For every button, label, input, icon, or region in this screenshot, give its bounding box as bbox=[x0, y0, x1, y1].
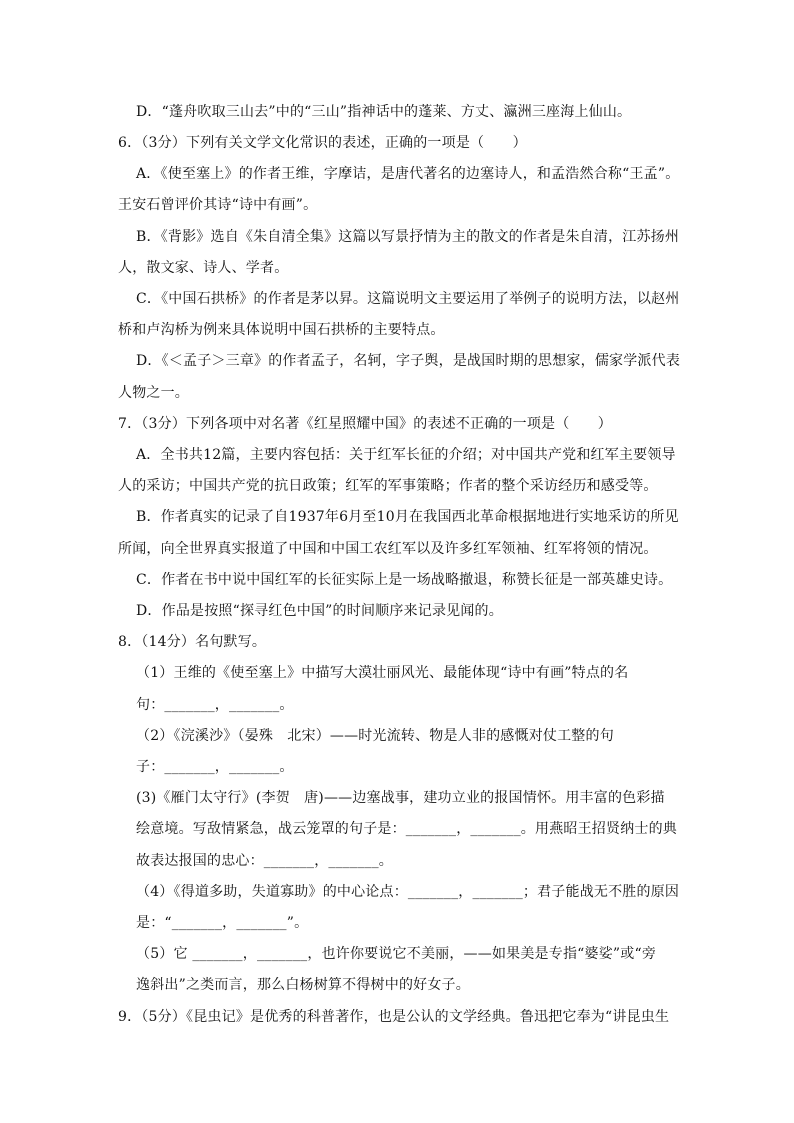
q7-option-d: D．作品是按照“探寻红色中国”的时间顺序来记录见闻的。 bbox=[136, 603, 503, 619]
q5-option-d: D．“蓬舟吹取三山去”中的“三山”指神话中的蓬莱、方丈、瀛洲三座海上仙山。 bbox=[136, 104, 632, 120]
q6-option-c: C．《中国石拱桥》的作者是茅以昇。这篇说明文主要运用了举例子的说明方法，以赵州 bbox=[136, 291, 680, 307]
question-6-stem: 6．（3分）下列有关文学文化常识的表述，正确的一项是（ ） bbox=[118, 135, 527, 151]
q8-item-4: （4）《得道多助，失道寡助》的中心论点：_______，_______；君子能战无不胜的原因 bbox=[136, 884, 680, 900]
q8-item-4-cont: 是：“_______，_______”。 bbox=[136, 915, 309, 931]
q8-item-2: （2）《浣溪沙》（晏殊 北宋）——时光流转、物是人非的感慨对仗工整的句 bbox=[136, 728, 614, 744]
q8-item-1: （1）王维的《使至塞上》中描写大漠壮丽风光、最能体现“诗中有画”特点的名 bbox=[136, 665, 629, 681]
q7-option-c: C．作者在书中说中国红军的长征实际上是一场战略撤退，称赞长征是一部英雄史诗。 bbox=[136, 572, 673, 588]
q6-option-b-cont: 人，散文家、诗人、学者。 bbox=[118, 260, 289, 276]
q7-option-b: B．作者真实的记录了自1937年6月至10月在我国西北革命根据地进行实地采访的所见 bbox=[136, 509, 679, 525]
question-9-stem: 9．（5分）《昆虫记》是优秀的科普著作，也是公认的文学经典。鲁迅把它奉为“讲昆虫生 bbox=[118, 1009, 670, 1025]
q6-option-a-cont: 王安石曾评价其诗“诗中有画”。 bbox=[118, 197, 318, 213]
q7-option-a: A．全书共12篇，主要内容包括：关于红军长征的介绍；对中国共产党和红军主要领导 bbox=[136, 447, 676, 463]
q7-option-a-cont: 人的采访；中国共产党的抗日政策；红军的军事策略；作者的整个采访经历和感受等。 bbox=[118, 478, 658, 494]
q8-item-3-cont-1: 绘意境。写敌情紧急，战云笼罩的句子是：_______，_______。用燕昭王招贤纳士的典 bbox=[136, 821, 677, 837]
question-7-stem: 7．（3分）下列各项中对名著《红星照耀中国》的表述不正确的一项是（ ） bbox=[118, 416, 613, 432]
q7-option-b-cont: 所闻，向全世界真实报道了中国和中国工农红军以及许多红军领袖、红军将领的情况。 bbox=[118, 541, 658, 557]
q6-option-b: B．《背影》选自《朱自清全集》这篇以写景抒情为主的散文的作者是朱自清，江苏扬州 bbox=[136, 229, 680, 245]
q8-item-3-cont-2: 故表达报国的忠心：_______，_______。 bbox=[136, 853, 393, 869]
q8-item-2-cont: 子：_______，_______。 bbox=[136, 759, 294, 775]
q6-option-a: A．《使至塞上》的作者王维，字摩诘，是唐代著名的边塞诗人，和孟浩然合称“王孟”。 bbox=[136, 166, 680, 182]
q6-option-c-cont: 桥和卢沟桥为例来具体说明中国石拱桥的主要特点。 bbox=[118, 322, 445, 338]
q8-item-5: （5）它 _______，_______，也许你要说它不美丽，——如果美是专指“婆娑”或“旁 bbox=[136, 946, 657, 962]
q6-option-d: D．《＜孟子＞三章》的作者孟子，名轲，字子舆，是战国时期的思想家，儒家学派代表 bbox=[136, 353, 681, 369]
q8-item-5-cont: 逸斜出”之类而言，那么白杨树算不得树中的好女子。 bbox=[136, 977, 470, 993]
q8-item-3: (3)《雁门太守行》(李贺 唐)——边塞战事，建功立业的报国情怀。用丰富的色彩描 bbox=[136, 790, 665, 806]
question-8-stem: 8．（14分）名句默写。 bbox=[118, 634, 267, 650]
q6-option-d-cont: 人物之一。 bbox=[118, 385, 189, 401]
q8-item-1-cont: 句：_______，_______。 bbox=[136, 697, 294, 713]
